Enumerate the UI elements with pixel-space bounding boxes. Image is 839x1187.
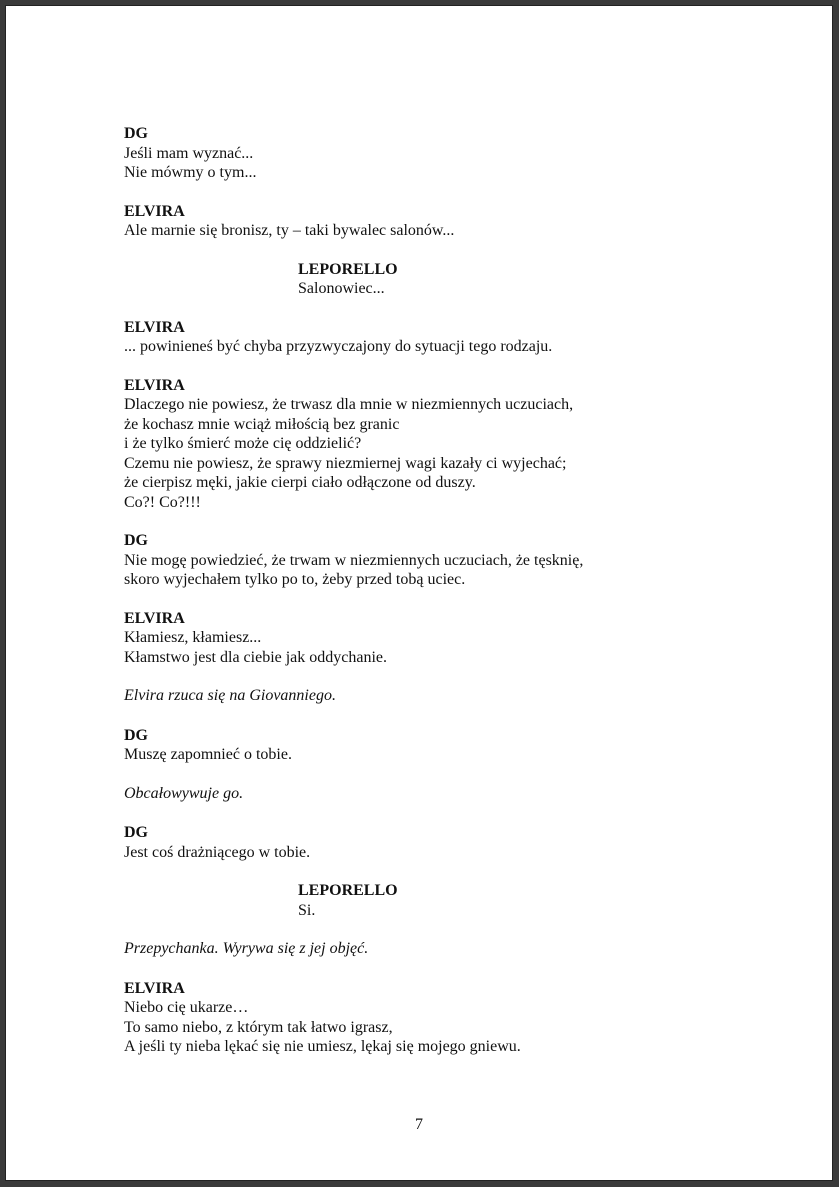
dialogue-line: Jest coś drażniącego w tobie. [124, 843, 311, 861]
speaker-name: DG [124, 726, 148, 744]
dialogue-line: Czemu nie powiesz, że sprawy niezmiernej wagi kazały ci wyjechać; [124, 454, 567, 472]
dialogue-block [124, 376, 744, 513]
dialogue-block [124, 260, 744, 299]
speaker-name: LEPORELLO [298, 882, 398, 899]
page-number: 7 [415, 1116, 423, 1133]
dialogue-line: skoro wyjechałem tylko po to, żeby przed tobą uciec. [124, 571, 466, 588]
speaker-name: DG [124, 125, 148, 142]
script-content [124, 124, 744, 1076]
dialogue-block [124, 609, 744, 668]
dialogue-line: ... powinieneś być chyba przyzwyczajony do sytuacji tego rodzaju. [124, 338, 553, 355]
dialogue-line: Nie mogę powiedzieć, że trwam w niezmiennych uczuciach, że tęsknię, [124, 551, 584, 569]
dialogue-line: A jeśli ty nieba lękać się nie umiesz, lękaj się mojego gniewu. [124, 1038, 521, 1055]
speaker-name: ELVIRA [124, 609, 185, 627]
dialogue-line: Ale marnie się bronisz, ty – taki bywalec salonów... [124, 222, 455, 239]
speaker-name: ELVIRA [124, 979, 185, 997]
dialogue-line: Kłamstwo jest dla ciebie jak oddychanie. [124, 648, 388, 666]
dialogue-block [124, 531, 744, 590]
speaker-name: ELVIRA [124, 376, 185, 394]
speaker-name: DG [124, 824, 148, 841]
stage-direction: Przepychanka. Wyrywa się z jej objęć. [124, 940, 369, 957]
dialogue-line: Nie mówmy o tym... [124, 164, 257, 181]
dialogue-block [124, 979, 744, 1057]
dialogue-line: że cierpisz męki, jakie cierpi ciało odłączone od duszy. [124, 474, 476, 491]
speaker-name: ELVIRA [124, 318, 185, 336]
dialogue-line: To samo niebo, z którym tak łatwo igrasz, [124, 1018, 393, 1036]
dialogue-line: Kłamiesz, kłamiesz... [124, 629, 262, 646]
dialogue-line: Co?! Co?!!! [124, 493, 201, 511]
dialogue-block [124, 726, 744, 765]
stage-direction: Elvira rzuca się na Giovanniego. [124, 687, 336, 704]
dialogue-line: Niebo cię ukarze… [124, 999, 249, 1016]
dialogue-line: Salonowiec... [298, 280, 385, 297]
dialogue-line: Muszę zapomnieć o tobie. [124, 746, 292, 763]
dialogue-line: Jeśli mam wyznać... [124, 144, 254, 162]
dialogue-line: i że tylko śmierć może cię oddzielić? [124, 435, 362, 452]
dialogue-line: że kochasz mnie wciąż miłością bez granic [124, 415, 400, 433]
dialogue-block [124, 202, 744, 241]
dialogue-line: Dlaczego nie powiesz, że trwasz dla mnie w niezmiennych uczuciach, [124, 396, 574, 413]
dialogue-block [124, 881, 744, 920]
dialogue-block [124, 318, 744, 357]
stage-direction: Obcałowywuje go. [124, 784, 244, 802]
speaker-name: ELVIRA [124, 202, 185, 220]
dialogue-block [124, 823, 744, 862]
dialogue-line: Si. [298, 901, 316, 919]
dialogue-block [124, 124, 744, 183]
document-page [5, 5, 833, 1181]
speaker-name: LEPORELLO [298, 260, 398, 278]
speaker-name: DG [124, 532, 148, 549]
